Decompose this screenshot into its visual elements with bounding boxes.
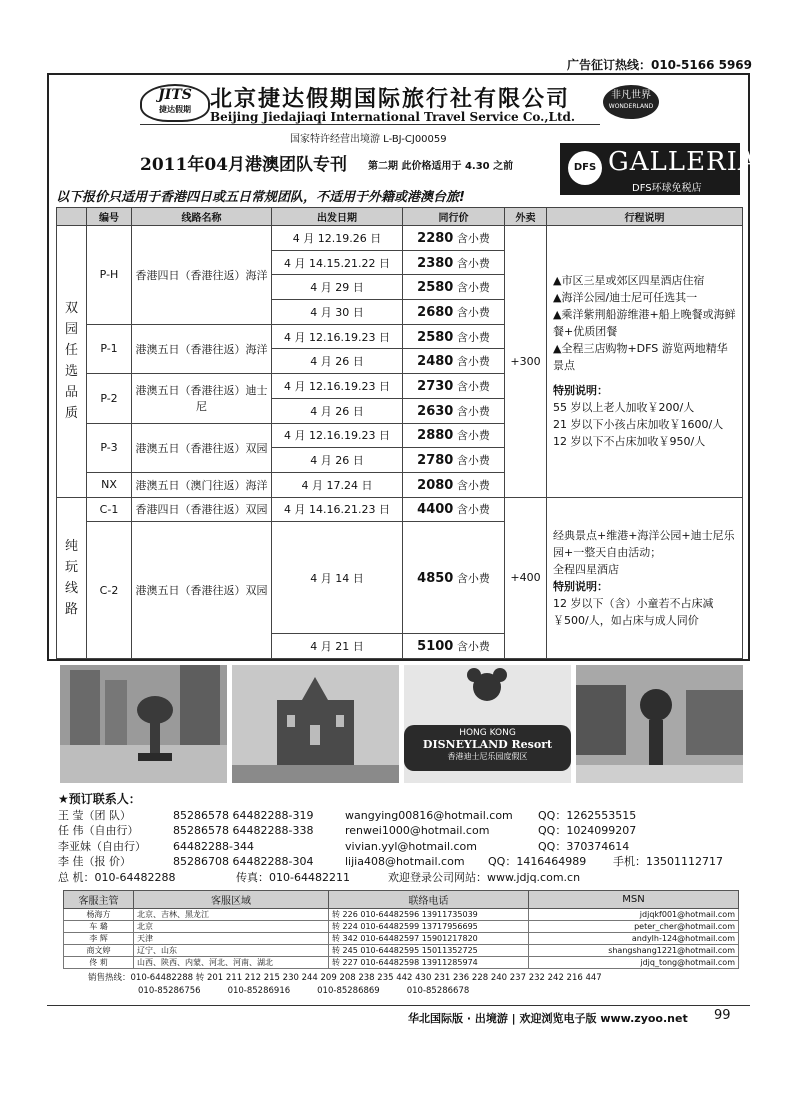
contact-tel: 64482288-344: [173, 839, 254, 853]
price-cell: [403, 349, 505, 374]
special-title: 特别说明：: [553, 384, 608, 398]
special-title: 特别说明：: [553, 579, 608, 593]
price-cell: [403, 472, 505, 497]
header-code: 编号: [87, 208, 132, 226]
route-code: P-2: [87, 374, 132, 423]
dfs-badge: DFS: [568, 151, 602, 185]
table-row: [64, 921, 739, 933]
contact-row: [58, 823, 637, 839]
price-value: 2380: [417, 255, 454, 271]
route-name: 港澳五日（香港往返）海洋: [132, 324, 272, 373]
photo-ruins-image: [232, 665, 399, 783]
jits-logo: [140, 84, 210, 122]
galleria-subtitle: DFS环球免税店: [632, 183, 702, 194]
cs-phone: 转 342 010-64482597 15901217820: [329, 933, 529, 945]
route-code: P-H: [87, 226, 132, 325]
price-cell: [403, 497, 505, 522]
contact-row: [58, 854, 723, 870]
price-value: 2280: [417, 230, 454, 246]
issue-note: 第二期 此价格适用于 4.30 之前: [368, 161, 514, 172]
wonderland-cn: 非凡世界: [611, 90, 651, 101]
contact-qq: QQ：1262553515: [538, 808, 637, 822]
contact-tel: 85286578 64482288-338: [173, 824, 314, 837]
website[interactable]: 欢迎登录公司网站：www.jdjq.com.cn: [388, 870, 581, 884]
price-suffix: 含小费: [456, 231, 490, 245]
itinerary-cell: [547, 226, 743, 498]
itinerary-cell: [547, 497, 743, 658]
customer-service-table: [63, 890, 739, 969]
table-row: [64, 909, 739, 921]
contact-qq: QQ：1416464989: [488, 855, 587, 868]
departure-date: 4 月 14.15.21.22 日: [272, 250, 403, 275]
price-cell: [403, 226, 505, 251]
header-route: 线路名称: [132, 208, 272, 226]
cs-region: 北京: [134, 921, 329, 933]
table-row: [64, 933, 739, 945]
price-suffix: 含小费: [456, 404, 490, 418]
departure-date: 4 月 17.24 日: [272, 472, 403, 497]
itinerary-line: ▲乘洋紫荆船游维港+船上晚餐或海鲜餐+优质团餐: [553, 308, 736, 339]
photo-disneyland: [404, 665, 571, 783]
header-date: 出发日期: [272, 208, 403, 226]
table-row: [57, 497, 743, 522]
fax: 传真：010-64482211: [236, 870, 350, 884]
price-cell: [403, 275, 505, 300]
contact-email[interactable]: renwei1000@hotmail.com: [345, 824, 490, 837]
cs-header: 客服区域: [134, 891, 329, 909]
price-notice: 以下报价只适用于香港四日或五日常规团队，不适用于外籍或港澳台旅!: [56, 190, 465, 205]
contact-tel: 85286578 64482288-319: [173, 808, 314, 822]
departure-date: 4 月 26 日: [272, 349, 403, 374]
contact-email[interactable]: lijia408@hotmail.com: [345, 855, 465, 868]
price-cell: [403, 634, 505, 659]
price-value: 2730: [417, 378, 454, 394]
itinerary-line: 全程四星酒店: [553, 562, 619, 576]
price-cell: [403, 374, 505, 399]
contact-row: [58, 870, 581, 886]
price-value: 2580: [417, 280, 454, 296]
price-value: 4850: [417, 570, 454, 586]
contact-name: 李 佳（报 价）: [58, 855, 131, 868]
price-cell: [403, 398, 505, 423]
price-cell: [403, 300, 505, 325]
price-suffix: 含小费: [456, 640, 490, 654]
route-name: 港澳五日（香港往返）双园: [132, 423, 272, 472]
price-suffix: 含小费: [456, 478, 490, 492]
contact-tel: 85286708 64482288-304: [173, 855, 314, 868]
route-code: C-1: [87, 497, 132, 522]
route-name: 香港四日（香港往返）双园: [132, 497, 272, 522]
cs-msn[interactable]: shangshang1221@hotmail.com: [529, 945, 739, 957]
departure-date: 4 月 30 日: [272, 300, 403, 325]
price-cell: [403, 250, 505, 275]
route-code: NX: [87, 472, 132, 497]
cs-msn[interactable]: peter_cher@hotmail.com: [529, 921, 739, 933]
price-value: 2880: [417, 428, 454, 444]
tour-price-table: [56, 207, 743, 659]
photo-harbour-image: [576, 665, 743, 783]
table-row: [57, 226, 743, 251]
price-suffix: 含小费: [456, 355, 490, 369]
table-header-row: [57, 208, 743, 226]
cs-name: 商文婷: [64, 945, 134, 957]
cs-msn[interactable]: jdjqkf001@hotmail.com: [529, 909, 739, 921]
price-suffix: 含小费: [456, 429, 490, 443]
sales-hotline: [88, 972, 602, 998]
dfs-galleria-ad: [560, 143, 758, 195]
price-suffix: 含小费: [456, 379, 490, 393]
contact-name: 王 莹（团 队）: [58, 808, 131, 822]
price-value: 5100: [417, 639, 454, 655]
header-price: 同行价: [403, 208, 505, 226]
price-value: 2480: [417, 354, 454, 370]
contact-qq: QQ：370374614: [538, 839, 630, 853]
itinerary-line: ▲市区三星或郊区四星酒店住宿: [553, 274, 705, 288]
special-line: 12 岁以下（含）小童若不占床减￥500/人，如占床与成人同价: [553, 596, 714, 627]
route-code: C-2: [87, 522, 132, 659]
header-group: [57, 208, 87, 226]
cs-msn[interactable]: jdjq_tong@hotmail.com: [529, 957, 739, 969]
cs-phone: 转 245 010-64482595 15011352725: [329, 945, 529, 957]
cs-header: 客服主管: [64, 891, 134, 909]
price-suffix: 含小费: [456, 305, 490, 319]
cs-name: 车 璐: [64, 921, 134, 933]
main-phone: 总 机：010-64482288: [58, 870, 176, 884]
group1-label: 双 园 任 选 品 质: [64, 301, 78, 422]
wonderland-en: WONDERLAND: [608, 103, 654, 110]
price-suffix: 含小费: [456, 281, 490, 295]
contacts-section: [58, 792, 723, 885]
cs-header: 联络电话: [329, 891, 529, 909]
header-markup: 外卖: [505, 208, 547, 226]
cs-msn[interactable]: andylh-124@hotmail.com: [529, 933, 739, 945]
departure-date: 4 月 26 日: [272, 398, 403, 423]
cs-header: MSN: [529, 891, 739, 909]
logo-text: JITS: [158, 87, 192, 103]
departure-date: 4 月 21 日: [272, 634, 403, 659]
photo-golden-bauhinia: [60, 665, 227, 783]
price-suffix: 含小费: [456, 256, 490, 270]
price-cell: [403, 522, 505, 634]
page-title: 2011年04月港澳团队专刊: [140, 155, 347, 175]
price-suffix: 含小费: [456, 330, 490, 344]
footer-divider: [47, 1005, 750, 1006]
itinerary-line: ▲全程三店购物+DFS 游览两地精华景点: [553, 342, 728, 373]
cs-phone: 转 227 010-64482598 13911285974: [329, 957, 529, 969]
price-suffix: 含小费: [456, 454, 490, 468]
cs-region: 山西、陕西、内蒙、河北、河南、湖北: [134, 957, 329, 969]
contacts-header: ★预订联系人：: [58, 792, 141, 806]
contact-qq: QQ：1024099207: [538, 824, 637, 837]
group-label: [57, 497, 87, 658]
contact-name: 李亚妹（自由行）: [58, 839, 146, 853]
cs-name: 杨海方: [64, 909, 134, 921]
price-cell: [403, 448, 505, 473]
disney-gate-image: [404, 665, 571, 783]
contact-mobile: 手机：13501112717: [613, 855, 723, 868]
table-row: [64, 957, 739, 969]
departure-date: 4 月 12.16.19.23 日: [272, 324, 403, 349]
departure-date: 4 月 29 日: [272, 275, 403, 300]
route-name: 港澳五日（澳门往返）海洋: [132, 472, 272, 497]
itinerary-line: ▲海洋公园/迪士尼可任选其一: [553, 291, 698, 305]
contact-email[interactable]: wangying00816@hotmail.com: [345, 808, 513, 822]
cs-phone: 转 226 010-64482596 13911735039: [329, 909, 529, 921]
sales-line: 010-85286756 010-85286916 010-85286869 010-85286678: [138, 986, 470, 996]
galleria-wordmark: GALLERIA: [608, 147, 758, 177]
company-name-cn: 北京捷达假期国际旅行社有限公司: [210, 86, 571, 112]
group2-label: 纯 玩 线 路: [64, 538, 78, 617]
disney-line2: DISNEYLAND Resort: [422, 738, 553, 751]
contact-email[interactable]: vivian.yyl@hotmail.com: [345, 839, 477, 853]
price-suffix: 含小费: [456, 503, 490, 517]
markup-cell: +400: [505, 497, 547, 658]
special-line: 55 岁以上老人加收￥200/人: [553, 401, 695, 415]
cs-phone: 转 224 010-64482599 13717956695: [329, 921, 529, 933]
price-value: 2580: [417, 329, 454, 345]
photo-ruins-st-paul: [232, 665, 399, 783]
departure-date: 4 月 12.19.26 日: [272, 226, 403, 251]
price-suffix: 含小费: [456, 571, 490, 585]
wonderland-logo: [603, 85, 659, 119]
special-line: 12 岁以下不占床加收￥950/人: [553, 435, 706, 449]
itinerary-line: 经典景点+维港+海洋公园+迪士尼乐园+一整天自由活动；: [553, 528, 735, 559]
photo-hk-harbour: [576, 665, 743, 783]
cs-region: 辽宁、山东: [134, 945, 329, 957]
price-value: 4400: [417, 502, 454, 518]
group-label: [57, 226, 87, 498]
sales-line: 销售热线：010-64482288 转 201 211 212 215 230 244 209 208 238 235 442 430 231 236 228 240 237 232 242 216 447: [88, 973, 602, 983]
logo-sub: 捷达假期: [159, 104, 191, 114]
company-underline: [140, 124, 600, 125]
disney-line1: HONG KONG: [459, 728, 516, 738]
price-value: 2780: [417, 453, 454, 469]
header-itinerary: 行程说明: [547, 208, 743, 226]
license-number: 国家特许经营出境游 L-BJ-CJ00059: [290, 134, 447, 145]
price-value: 2630: [417, 403, 454, 419]
disney-line3: 香港迪士尼乐园度假区: [447, 752, 528, 761]
footer-text: 华北国际版 · 出境游 | 欢迎浏览电子版 www.zyoo.net: [408, 1012, 688, 1025]
departure-date: 4 月 26 日: [272, 448, 403, 473]
cs-name: 佟 莉: [64, 957, 134, 969]
route-name: 港澳五日（香港往返）迪士尼: [132, 374, 272, 423]
route-code: P-1: [87, 324, 132, 373]
price-cell: [403, 423, 505, 448]
contact-row: [58, 808, 637, 824]
company-name-en: Beijing Jiedajiaqi International Travel Service Co.,Ltd.: [210, 110, 576, 124]
route-name: 港澳五日（香港往返）双园: [132, 522, 272, 659]
departure-date: 4 月 14.16.21.23 日: [272, 497, 403, 522]
route-code: P-3: [87, 423, 132, 472]
ad-hotline: 广告征订热线：010-5166 5969: [566, 58, 752, 72]
special-line: 21 岁以下小孩占床加收￥1600/人: [553, 418, 724, 432]
departure-date: 4 月 12.16.19.23 日: [272, 374, 403, 399]
cs-header-row: [64, 891, 739, 909]
cs-name: 李 辉: [64, 933, 134, 945]
cs-region: 天津: [134, 933, 329, 945]
cs-region: 北京、吉林、黑龙江: [134, 909, 329, 921]
route-name: 香港四日（香港往返）海洋: [132, 226, 272, 325]
departure-date: 4 月 12.16.19.23 日: [272, 423, 403, 448]
markup-cell: +300: [505, 226, 547, 498]
departure-date: 4 月 14 日: [272, 522, 403, 634]
price-value: 2080: [417, 477, 454, 493]
contact-name: 任 伟（自由行）: [58, 824, 139, 837]
contact-row: [58, 839, 630, 855]
price-value: 2680: [417, 304, 454, 320]
price-cell: [403, 324, 505, 349]
table-row: [64, 945, 739, 957]
page-number: 99: [714, 1008, 731, 1023]
photo-golden-bauhinia-image: [60, 665, 227, 783]
